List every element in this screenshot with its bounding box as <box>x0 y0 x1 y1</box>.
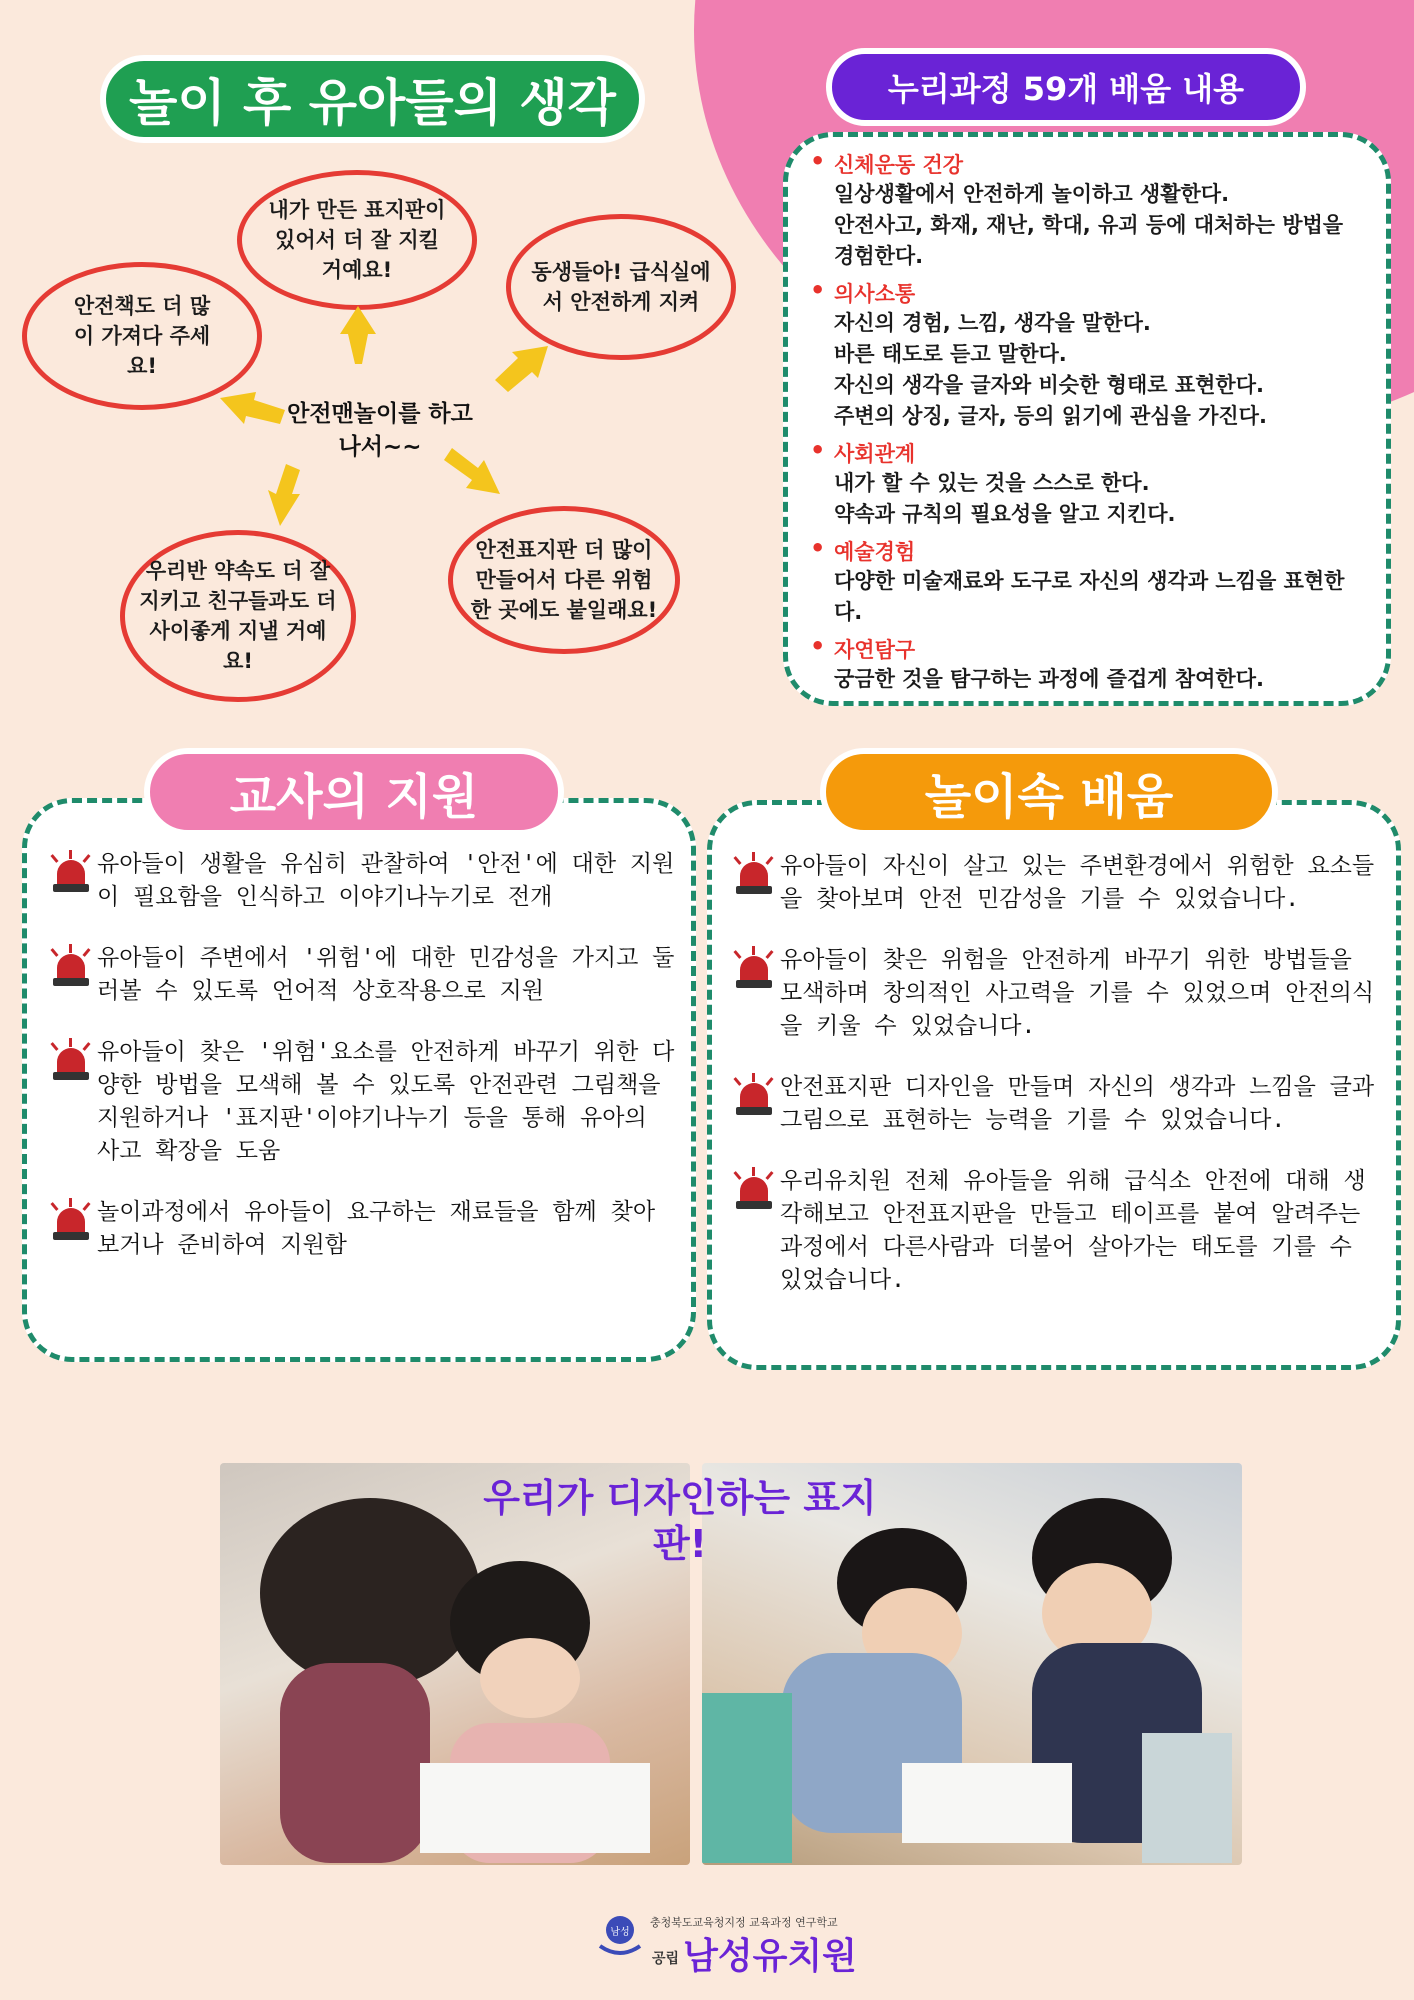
school-logo-icon <box>596 1912 644 1960</box>
arrow-icon <box>495 346 548 392</box>
teacher-item-text: 유아들이 주변에서 '위험'에 대한 민감성을 가지고 둘러볼 수 있도록 언어적 상호작용으로 지원 <box>97 945 675 1004</box>
thought-bubble-text: 우리반 약속도 더 잘 지키고 친구들과도 더 사이좋게 지낼 거예요! <box>139 559 337 673</box>
teacher-item-text: 유아들이 생활을 유심히 관찰하여 '안전'에 대한 지원이 필요함을 인식하고 이야기나누기로 전개 <box>97 851 675 910</box>
nuri-line: 안전사고, 화재, 재난, 학대, 유괴 등에 대처하는 방법을 경험한다. <box>834 213 1344 268</box>
learning-box <box>707 800 1401 1370</box>
nuri-box <box>783 132 1391 706</box>
arrow-icon <box>220 392 285 424</box>
nuri-line: 다양한 미술재료와 도구로 자신의 생각과 느낌을 표현한다. <box>834 569 1345 624</box>
teacher-item <box>49 1036 675 1168</box>
teacher-item-text: 놀이과정에서 유아들이 요구하는 재료들을 함께 찾아보거나 준비하여 지원함 <box>97 1199 656 1258</box>
learning-item <box>732 1071 1380 1137</box>
nuri-section <box>806 536 1368 628</box>
nuri-line: 궁금한 것을 탐구하는 과정에 즐겁게 참여한다. <box>834 667 1264 691</box>
thought-bubble-text: 안전표지판 더 많이 만들어서 다른 위험한 곳에도 붙일래요! <box>470 538 658 622</box>
learning-item-text: 유아들이 찾은 위험을 안전하게 바꾸기 위한 방법들을 모색하며 창의적인 사고력을 기를 수 있었으며 안전의식을 키울 수 있었습니다. <box>780 947 1375 1039</box>
teacher-title: 교사의 지원 <box>144 748 564 836</box>
thought-bubble-text: 안전책도 더 많이 가져다 주세요! <box>73 294 211 378</box>
siren-icon <box>732 946 776 990</box>
school-prefix: 공립 <box>652 1951 680 1967</box>
teacher-item <box>49 942 675 1008</box>
siren-icon <box>732 1167 776 1211</box>
nuri-section-head: • 예술경험 <box>806 536 1368 566</box>
thought-bubble-text: 동생들아! 급식실에서 안전하게 지켜 <box>531 260 711 314</box>
teacher-item <box>49 1196 675 1262</box>
nuri-section-head: • 의사소통 <box>806 278 1368 308</box>
footer-subtitle: 충청북도교육청지정 교육과정 연구학교 <box>650 1916 838 1929</box>
nuri-line: 바른 태도로 듣고 말한다. <box>834 342 1067 366</box>
teacher-box <box>22 798 696 1362</box>
nuri-line: 내가 할 수 있는 것을 스스로 한다. <box>834 471 1150 495</box>
teacher-item-text: 유아들이 찾은 '위험'요소를 안전하게 바꾸기 위한 다양한 방법을 모색해 볼 수 있도록 안전관련 그림책을 지원하거나 '표지판'이야기나누기 등을 통해 유아의 사고 확장을 도움 <box>97 1039 675 1164</box>
teacher-item <box>49 848 675 914</box>
siren-icon <box>49 944 93 988</box>
nuri-line: 자신의 경험, 느낌, 생각을 말한다. <box>834 311 1151 335</box>
teacher-items <box>49 848 675 1262</box>
nuri-title: 누리과정 59개 배움 내용 <box>826 48 1306 126</box>
learning-item <box>732 850 1380 916</box>
arrow-icon <box>340 306 376 364</box>
nuri-section-head: • 신체운동 건강 <box>806 149 1368 179</box>
nuri-line: 일상생활에서 안전하게 놀이하고 생활한다. <box>834 182 1230 206</box>
learning-item-text: 우리유치원 전체 유아들을 위해 급식소 안전에 대해 생각해보고 안전표지판을 만들고 테이프를 붙여 알려주는 과정에서 다른사람과 더불어 살아가는 태도를 기를 수 있었습니다. <box>780 1168 1366 1293</box>
arrow-icon <box>268 464 300 526</box>
nuri-section <box>806 438 1368 530</box>
siren-icon <box>732 1073 776 1117</box>
learning-items <box>732 850 1380 1297</box>
siren-icon <box>732 852 776 896</box>
nuri-section <box>806 278 1368 432</box>
nuri-section <box>806 634 1368 695</box>
learning-item-text: 유아들이 자신이 살고 있는 주변환경에서 위험한 요소들을 찾아보며 안전 민감성을 기를 수 있었습니다. <box>780 853 1375 912</box>
nuri-section-head: • 자연탐구 <box>806 634 1368 664</box>
siren-icon <box>49 1038 93 1082</box>
arrows-layer <box>0 0 760 720</box>
photos-caption: 우리가 디자인하는 표지판! <box>483 1476 877 1566</box>
learning-item <box>732 1165 1380 1297</box>
nuri-line: 자신의 생각을 글자와 비슷한 형태로 표현한다. <box>834 373 1264 397</box>
school-name <box>652 1928 857 1979</box>
nuri-section-head: • 사회관계 <box>806 438 1368 468</box>
logo-text: 남성 <box>610 1927 630 1938</box>
nuri-line: 주변의 상징, 글자, 등의 읽기에 관심을 가진다. <box>834 404 1267 428</box>
nuri-section <box>806 149 1368 272</box>
learning-item <box>732 944 1380 1043</box>
thoughts-title: 놀이 후 유아들의 생각 <box>100 55 645 143</box>
learning-item-text: 안전표지판 디자인을 만들며 자신의 생각과 느낌을 글과 그림으로 표현하는 능력을 기를 수 있었습니다. <box>780 1074 1375 1133</box>
nuri-content <box>806 149 1368 695</box>
arrow-icon <box>444 448 500 494</box>
school-name-text: 남성유치원 <box>683 1936 857 1977</box>
thought-bubble-text: 내가 만든 표지판이 있어서 더 잘 지킬거예요! <box>268 198 446 282</box>
siren-icon <box>49 1198 93 1242</box>
thoughts-center-text: 안전맨놀이를 하고나서~~ <box>287 401 473 460</box>
nuri-line: 약속과 규칙의 필요성을 알고 지킨다. <box>834 502 1176 526</box>
siren-icon <box>49 850 93 894</box>
learning-title: 놀이속 배움 <box>820 748 1278 836</box>
